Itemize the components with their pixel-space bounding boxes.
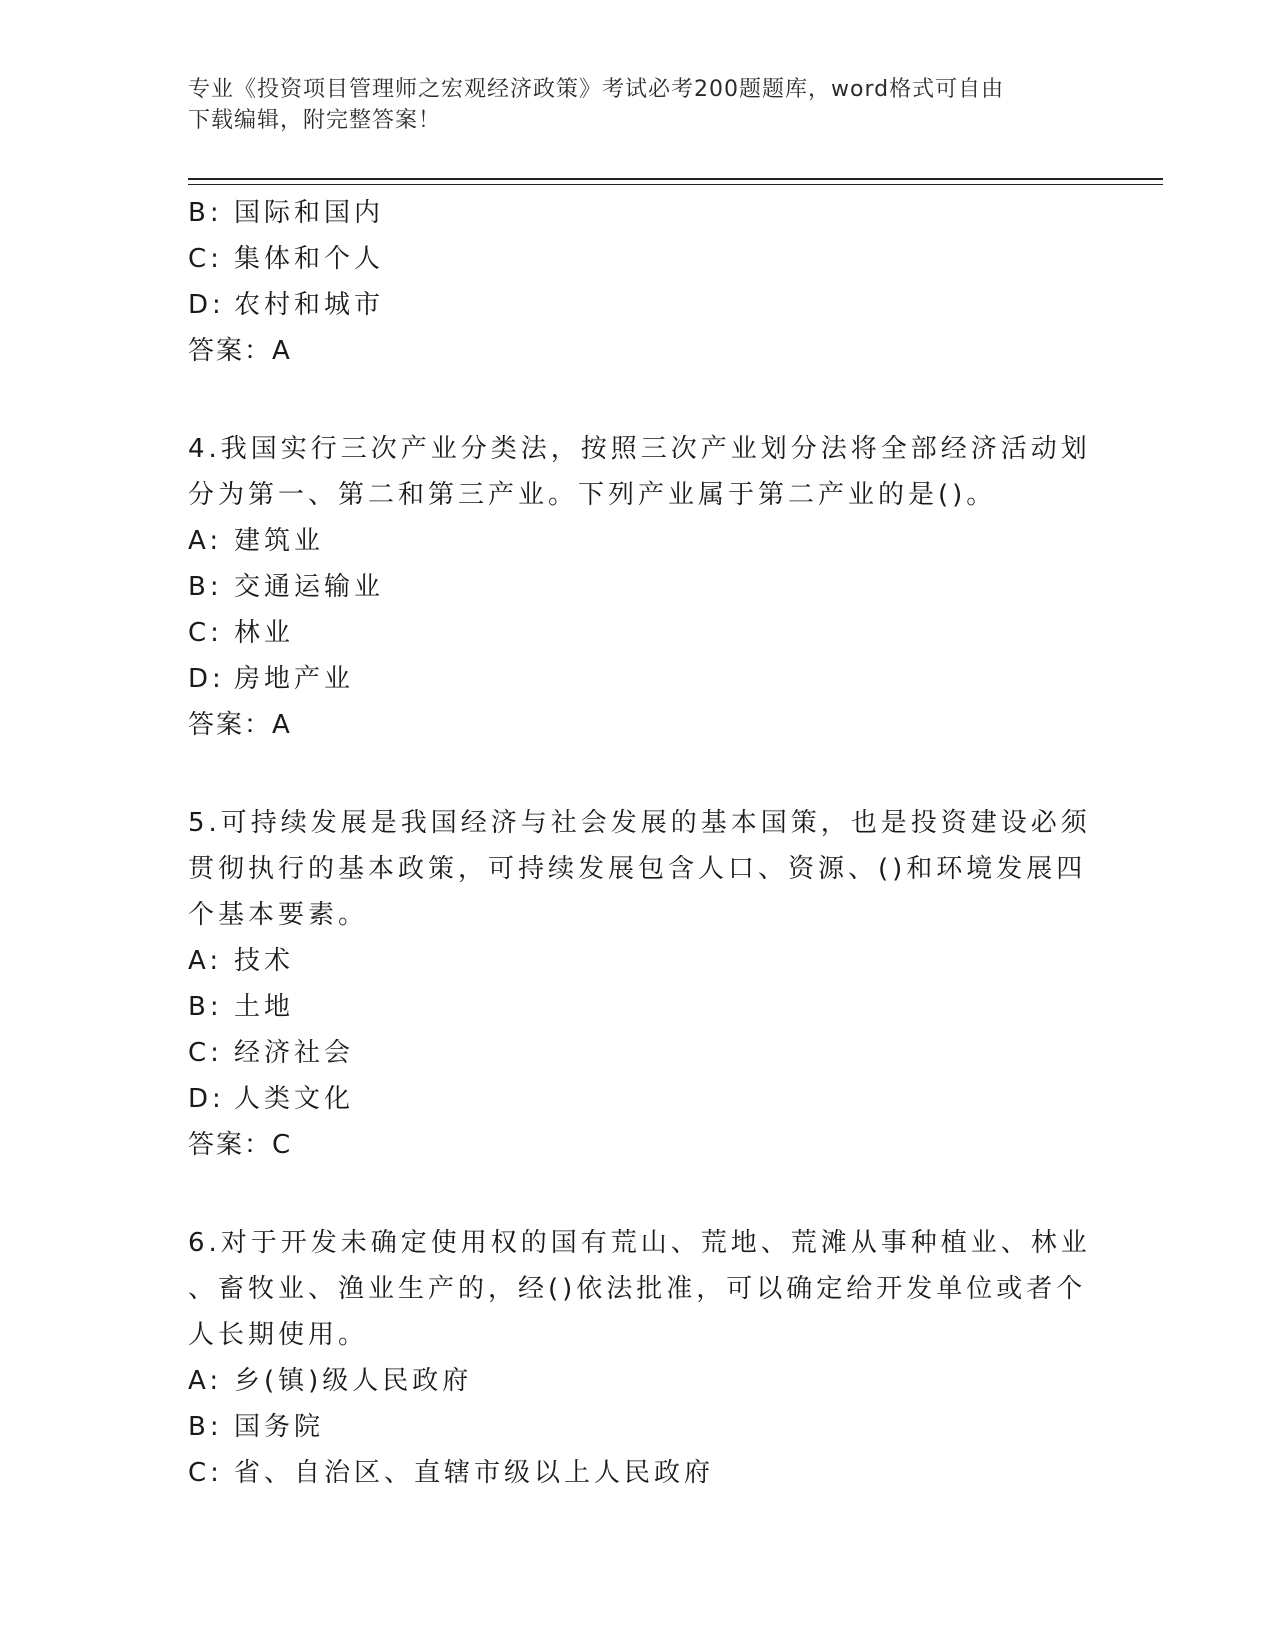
header-divider-thin xyxy=(188,184,1163,185)
question-3-tail xyxy=(188,190,1048,374)
question-5 xyxy=(188,800,1091,1168)
document-header xyxy=(188,74,1088,136)
header-line-1: 专业《投资项目管理师之宏观经济政策》考试必考200题题库，word格式可自由 xyxy=(188,77,1005,102)
question-list xyxy=(188,190,1091,1496)
question-text: 5.可持续发展是我国经济与社会发展的基本国策，也是投资建设必须 贯彻执行的基本政策，可持续发展包含人口、资源、()和环境发展四 个基本要素。 xyxy=(188,808,1091,930)
header-divider-thick xyxy=(188,178,1163,180)
option-b: B: 国务院 xyxy=(188,1412,325,1442)
option-a: A: 乡(镇)级人民政府 xyxy=(188,1366,473,1396)
option-d: D: 房地产业 xyxy=(188,664,355,694)
option-c: C: 经济社会 xyxy=(188,1038,355,1068)
option-b: B: 交通运输业 xyxy=(188,572,385,602)
option-a: A: 建筑业 xyxy=(188,526,325,556)
option-c: C: 省、自治区、直辖市级以上人民政府 xyxy=(188,1458,715,1488)
question-4 xyxy=(188,426,1091,748)
option-d: D: 人类文化 xyxy=(188,1084,355,1114)
option-d: D: 农村和城市 xyxy=(188,290,385,320)
question-text: 4.我国实行三次产业分类法，按照三次产业划分法将全部经济活动划 分为第一、第二和第三产业。下列产业属于第二产业的是()。 xyxy=(188,434,1091,510)
answer-line: 答案：A xyxy=(188,336,292,366)
option-c: C: 集体和个人 xyxy=(188,244,385,274)
header-line-2: 下载编辑，附完整答案！ xyxy=(188,108,442,133)
option-c: C: 林业 xyxy=(188,618,295,648)
question-6 xyxy=(188,1220,1091,1496)
answer-line: 答案：C xyxy=(188,1130,293,1160)
question-text: 6.对于开发未确定使用权的国有荒山、荒地、荒滩从事种植业、林业 、畜牧业、渔业生产的，经()依法批准，可以确定给开发单位或者个 人长期使用。 xyxy=(188,1228,1091,1350)
option-b: B: 国际和国内 xyxy=(188,198,385,228)
option-a: A: 技术 xyxy=(188,946,295,976)
option-b: B: 土地 xyxy=(188,992,295,1022)
answer-line: 答案：A xyxy=(188,710,292,740)
